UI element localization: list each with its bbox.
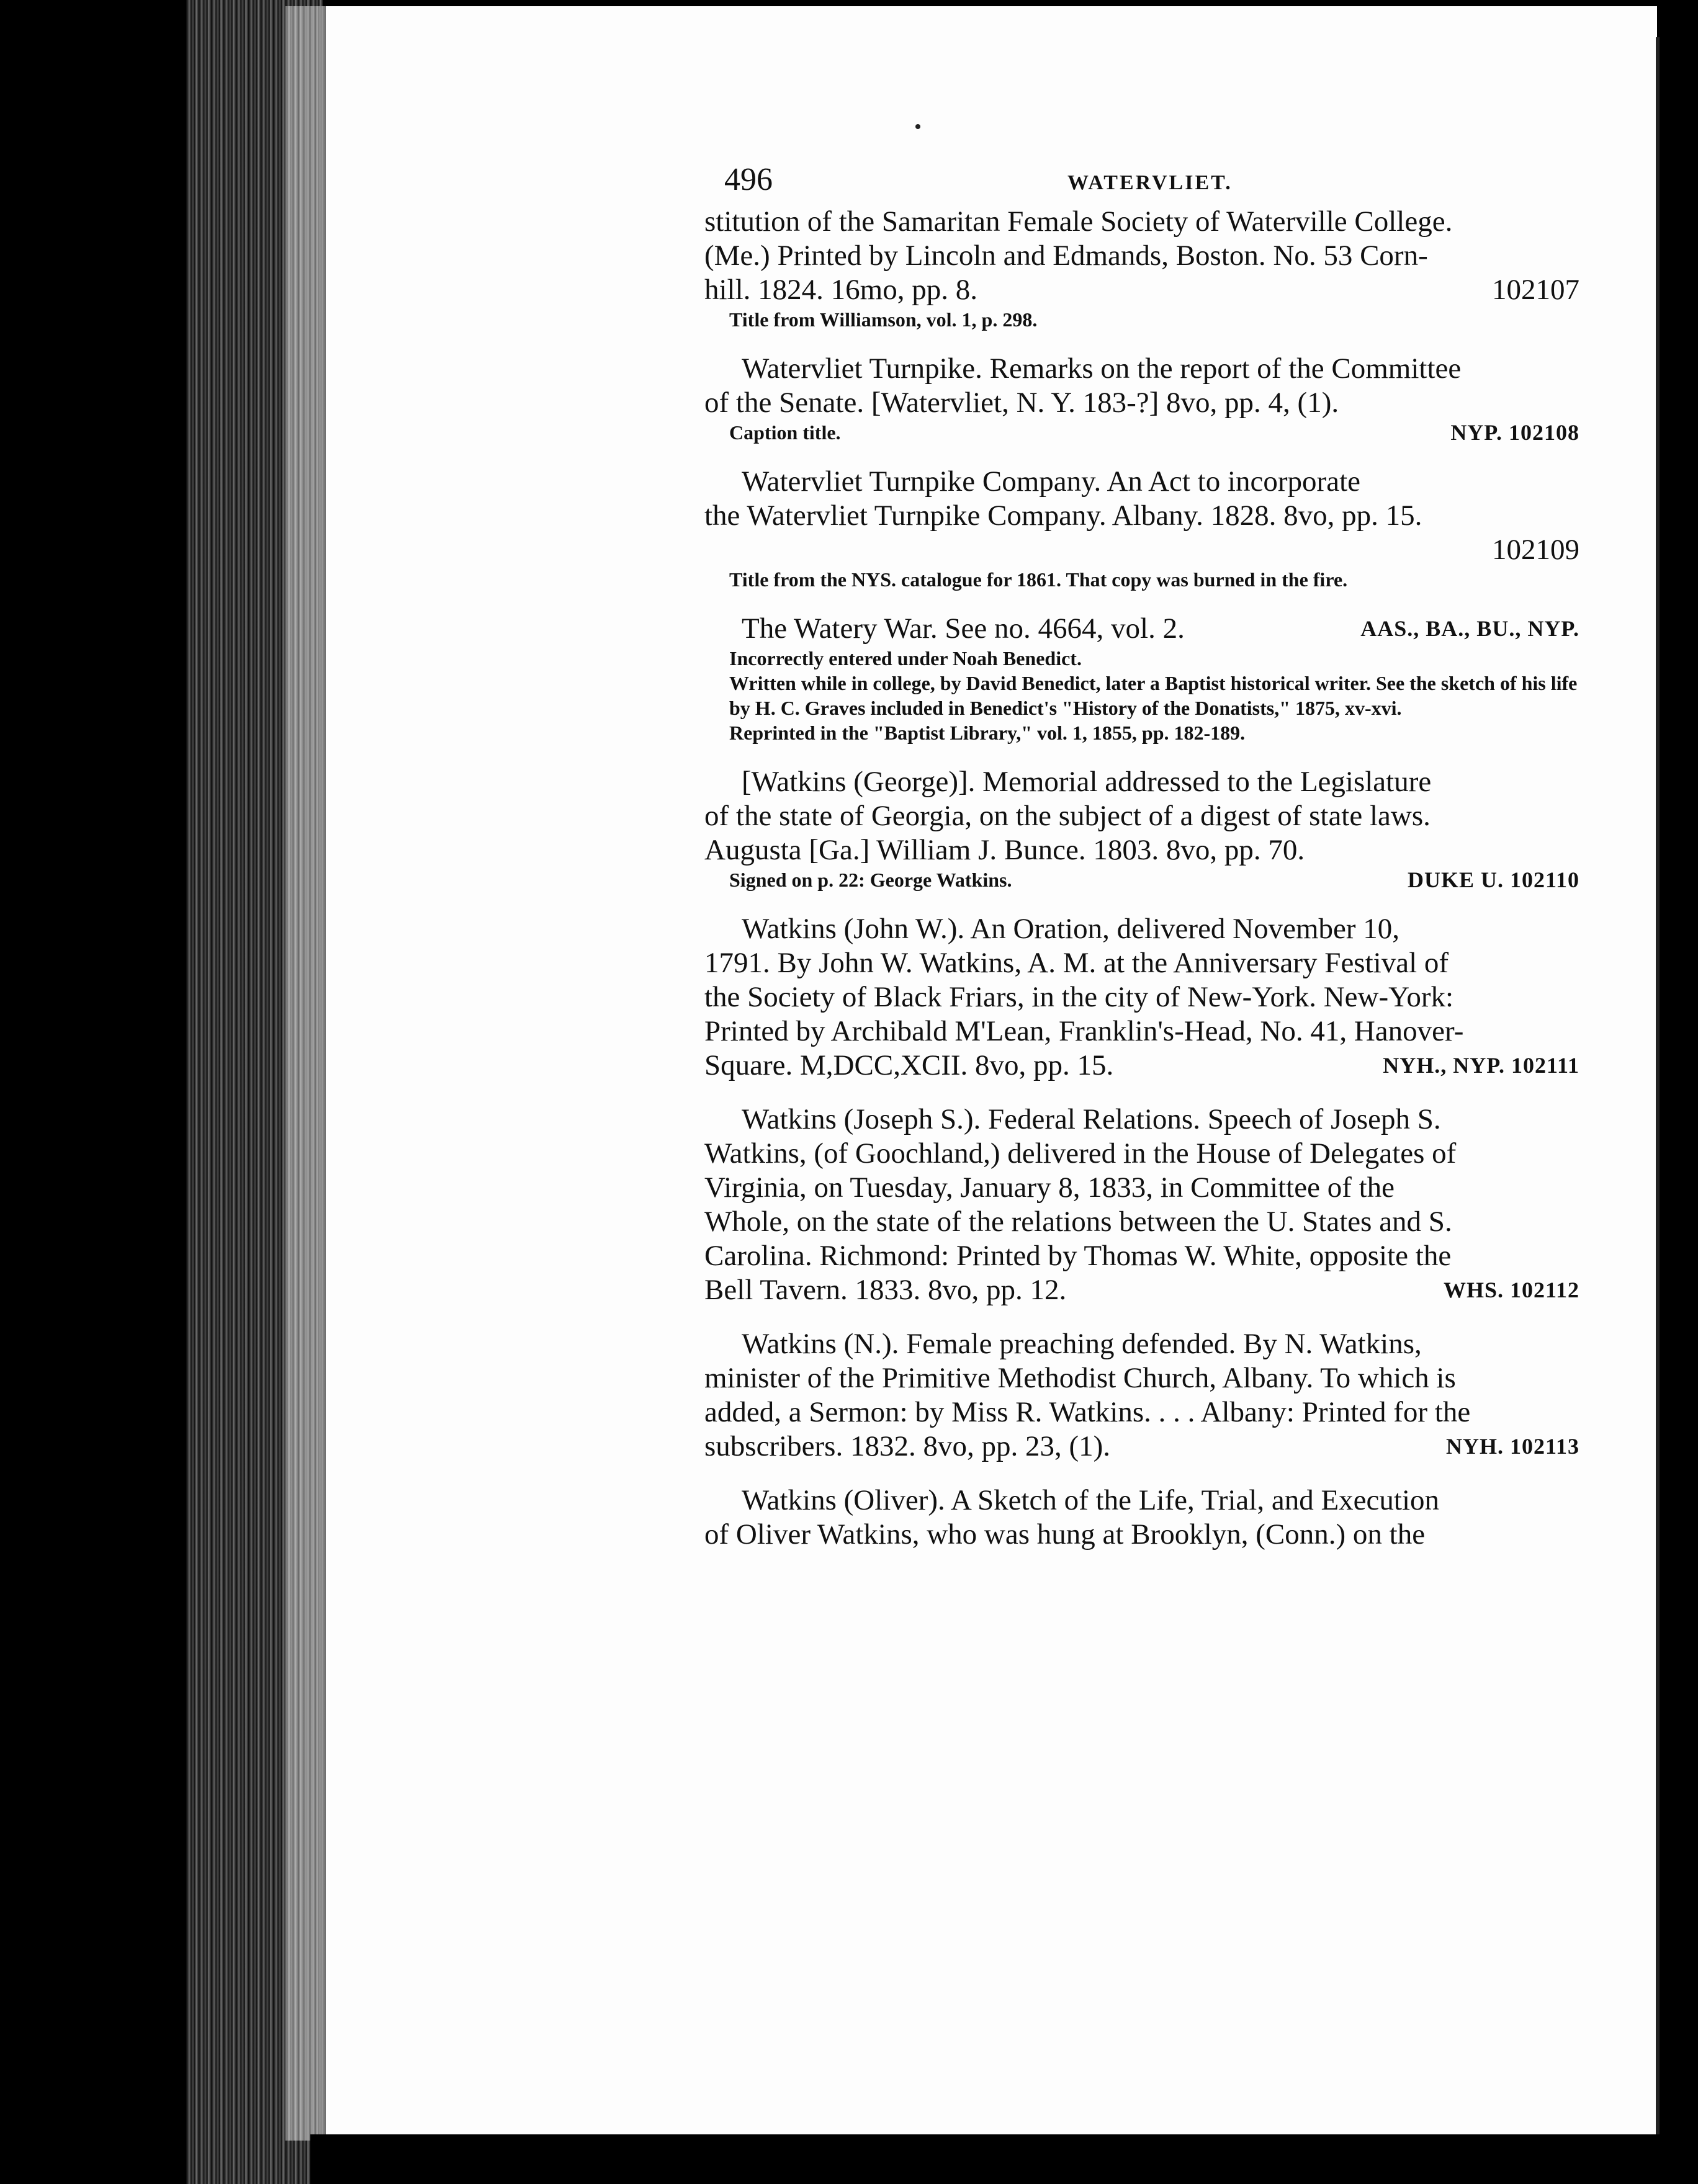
entry-line: added, a Sermon: by Miss R. Watkins. . . . Albany: Printed for the — [704, 1396, 1471, 1428]
entry-line: of the state of Georgia, on the subject of a digest of state laws. — [704, 800, 1431, 832]
entry-line: Watkins, (of Goochland,) delivered in the House of Delegates of — [704, 1137, 1457, 1170]
entry-last-line — [704, 273, 1579, 307]
entry-102110 — [704, 765, 1579, 892]
entry-line: Augusta [Ga.] William J. Bunce. 1803. 8vo, pp. 70. — [704, 834, 1305, 866]
entry-note: Written while in college, by David Benedict, later a Baptist historical writer. See the sketch of his life by H. C. Graves included in Benedict's "History of the Donatists," 1875, xv-xvi. — [729, 672, 1578, 719]
entry-last-line — [704, 1430, 1579, 1464]
entry-line: of the Senate. [Watervliet, N. Y. 183-?] 8vo, pp. 4, (1). — [704, 387, 1339, 419]
entry-note-line — [704, 420, 1579, 445]
entry-102112 — [704, 1103, 1579, 1307]
entry-102108 — [704, 352, 1579, 445]
entry-number: 102109 — [1492, 534, 1579, 566]
entry-note-line — [704, 867, 1579, 892]
running-head: WATERVLIET. — [1067, 171, 1233, 194]
entry-line: Watkins (N.). Female preaching defended. By N. Watkins, — [742, 1328, 1422, 1360]
entry-note: Title from Williamson, vol. 1, p. 298. — [729, 308, 1038, 331]
entry-line: Bell Tavern. 1833. 8vo, pp. 12. — [704, 1274, 1067, 1306]
entry-102107 — [704, 205, 1579, 332]
entry-location-number: DUKE U. 102110 — [1407, 867, 1579, 892]
page-number: 496 — [724, 162, 773, 197]
entry-line: (Me.) Printed by Lincoln and Edmands, Boston. No. 53 Corn- — [704, 239, 1428, 272]
entry-102113 — [704, 1327, 1579, 1464]
entry-note: Reprinted in the "Baptist Library," vol. 1, 1855, pp. 182-189. — [729, 722, 1246, 744]
entry-102111 — [704, 912, 1579, 1083]
entry-location-number: WHS. 102112 — [1443, 1278, 1579, 1302]
entry-line: The Watery War. See no. 4664, vol. 2. — [742, 612, 1185, 645]
ink-speck — [915, 124, 920, 129]
entry-note: Caption title. — [729, 421, 841, 444]
page-content — [704, 161, 1579, 1572]
entry-note: Title from the NYS. catalogue for 1861. That copy was burned in the fire. — [729, 568, 1348, 591]
entry-location-number: NYH., NYP. 102111 — [1383, 1053, 1579, 1078]
entry-note: Incorrectly entered under Noah Benedict. — [729, 647, 1082, 669]
entry-line: Square. M,DCC,XCII. 8vo, pp. 15. — [704, 1049, 1114, 1081]
entry-line: Watkins (John W.). An Oration, delivered November 10, — [742, 913, 1400, 945]
entry-line: Watkins (Joseph S.). Federal Relations. Speech of Joseph S. — [742, 1103, 1441, 1135]
entry-last-line — [704, 1049, 1579, 1083]
bottom-border — [310, 2134, 1663, 2184]
entry-line: stitution of the Samaritan Female Society of Waterville College. — [704, 205, 1453, 238]
entry-line: Printed by Archibald M'Lean, Franklin's-Head, No. 41, Hanover- — [704, 1015, 1464, 1047]
entry-102109 — [704, 465, 1579, 592]
entry-line: subscribers. 1832. 8vo, pp. 23, (1). — [704, 1430, 1111, 1462]
book-gutter — [285, 6, 329, 2141]
entry-locations: AAS., BA., BU., NYP. — [1360, 616, 1579, 641]
entry-line: the Society of Black Friars, in the city of New-York. New-York: — [704, 981, 1454, 1013]
right-border — [1660, 0, 1698, 2184]
entry-line: Watervliet Turnpike Company. An Act to incorporate — [742, 465, 1360, 498]
entry-line: Carolina. Richmond: Printed by Thomas W. White, opposite the — [704, 1240, 1452, 1272]
entry-number: 102107 — [1492, 274, 1579, 306]
page-right-shadow — [1656, 37, 1660, 2147]
entry-line: Whole, on the state of the relations between the U. States and S. — [704, 1206, 1452, 1238]
entry-line: Virginia, on Tuesday, January 8, 1833, in Committee of the — [704, 1171, 1395, 1204]
entry-first-line — [704, 612, 1579, 646]
entry-last-line — [704, 1273, 1579, 1307]
entry-note: Signed on p. 22: George Watkins. — [729, 869, 1012, 891]
entry-location-number: NYH. 102113 — [1445, 1434, 1579, 1459]
entry-watery-war — [704, 612, 1579, 745]
page-header — [704, 161, 1579, 205]
entry-line: of Oliver Watkins, who was hung at Brooklyn, (Conn.) on the — [704, 1518, 1426, 1551]
entry-line: Watervliet Turnpike. Remarks on the report of the Committee — [742, 352, 1462, 385]
entry-line: minister of the Primitive Methodist Church, Albany. To which is — [704, 1362, 1456, 1394]
entry-location-number: NYP. 102108 — [1450, 420, 1579, 445]
entry-line: the Watervliet Turnpike Company. Albany. 1828. 8vo, pp. 15. — [704, 499, 1422, 532]
entry-line: 1791. By John W. Watkins, A. M. at the Anniversary Festival of — [704, 947, 1449, 979]
entry-line: Watkins (Oliver). A Sketch of the Life, Trial, and Execution — [742, 1484, 1440, 1516]
entry-oliver-watkins — [704, 1484, 1579, 1552]
entry-line: hill. 1824. 16mo, pp. 8. — [704, 274, 977, 306]
entry-line: [Watkins (George)]. Memorial addressed to the Legislature — [742, 766, 1432, 798]
